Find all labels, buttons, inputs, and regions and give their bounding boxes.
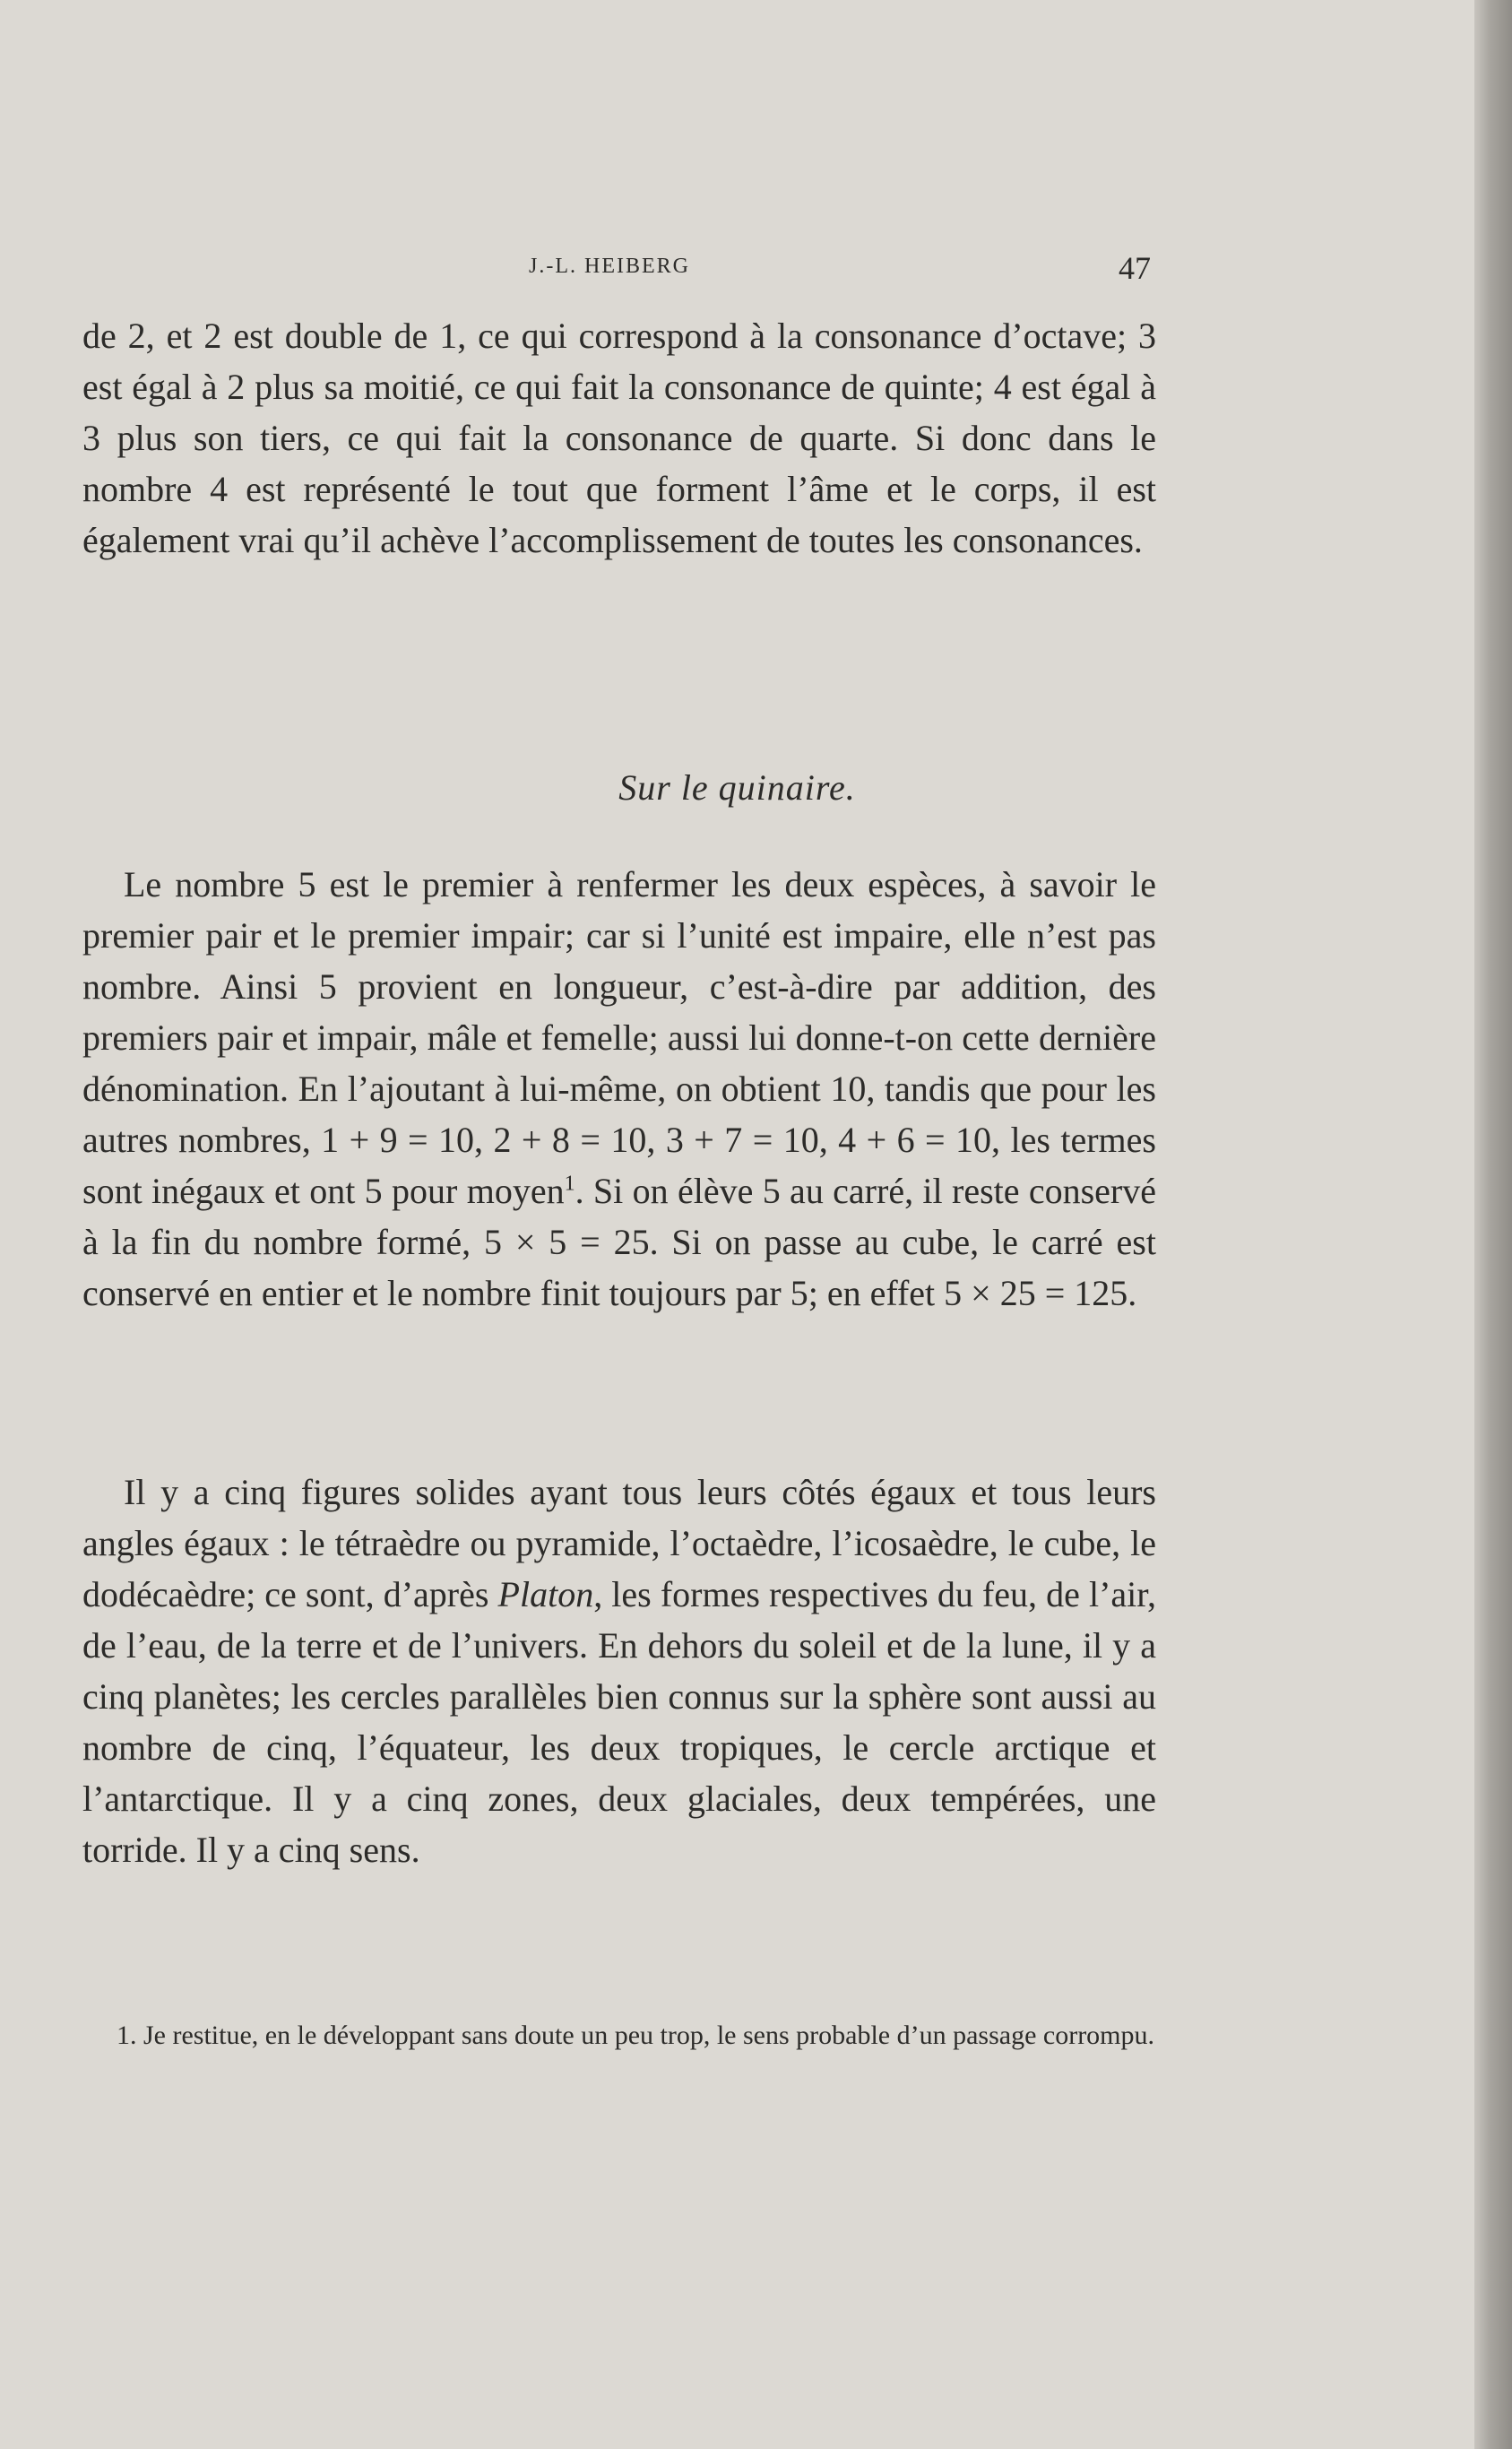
- running-head: J.-L. HEIBERG: [529, 255, 690, 278]
- paragraph-text: de 2, et 2 est double de 1, ce qui correspond à la consonance d’octave; 3 est égal à 2 plus sa moitié, ce qui fait la consonance de quinte; 4 est égal à 3 plus son tiers, ce qui fait la consonance de quarte. Si donc dans le nombre 4 est représenté le tout que forment l’âme et le corps, il est également vrai qu’il achève l’accomplissement de toutes les consonances.: [82, 316, 1156, 560]
- paragraph-text: Le nombre 5 est le premier à renfermer les deux espèces, à savoir le premier pair et le premier impair; car si l’unité est impaire, elle n’est pas nombre. Ainsi 5 provient en longueur, c’est-à-dire par addition, des premiers pair et impair, mâle et femelle; aussi lui donne-t-on cette dernière dénomination. En l’ajoutant à lui-même, on obtient 10, tandis que pour les autres nombres, 1 + 9 = 10, 2 + 8 = 10, 3 + 7 = 10, 4 + 6 = 10, les termes sont inégaux et ont 5 pour moyen: [82, 864, 1156, 1211]
- footnote-reference: 1: [564, 1172, 575, 1196]
- paragraph-text-continued: . Si on élève 5 au carré, il reste conservé à la fin du nombre formé, 5 × 5 = 25. Si on passe au cube, le carré est conservé en entier et le nombre finit toujours par 5; en effet 5 × 25 = 125.: [82, 1171, 1157, 1313]
- footnote-text: Je restitue, en le développant sans doute un peu trop, le sens probable d’un passage corrompu.: [143, 2021, 1155, 2050]
- paragraph-text-continued: , les formes respectives du feu, de l’air, de l’eau, de la terre et de l’univers. En dehors du soleil et de la lune, il y a cinq planètes; les cercles parallèles bien connus sur la sphère sont aussi au nombre de cinq, l’équateur, les deux tropiques, le cercle arctique et l’antarctique. Il y a cinq zones, deux glaciales, deux tempérées, une torride. Il y a cinq sens.: [82, 1574, 1156, 1870]
- paragraph-body: [82, 1467, 1156, 1875]
- paragraph-body: [82, 859, 1156, 1319]
- page-edge-shadow: [1474, 0, 1512, 2449]
- footnote-marker: 1.: [117, 2021, 137, 2050]
- paragraph-quinaire: [82, 859, 1156, 1319]
- paragraph-continuation: [82, 310, 1156, 566]
- paragraph-figures: [82, 1467, 1156, 1875]
- page-number: 47: [1119, 250, 1151, 286]
- paragraph-text: Il y a cinq figures solides ayant tous leurs côtés égaux et tous leurs angles égaux : le tétraèdre ou pyramide, l’octaèdre, l’icosaèdre, le cube, le dodécaèdre; ce sont, d’après: [82, 1472, 1156, 1614]
- author-name: Platon: [497, 1574, 594, 1614]
- page-header: [0, 249, 1474, 285]
- section-title: Sur le quinaire.: [618, 767, 856, 808]
- footnote: [82, 2017, 1156, 2055]
